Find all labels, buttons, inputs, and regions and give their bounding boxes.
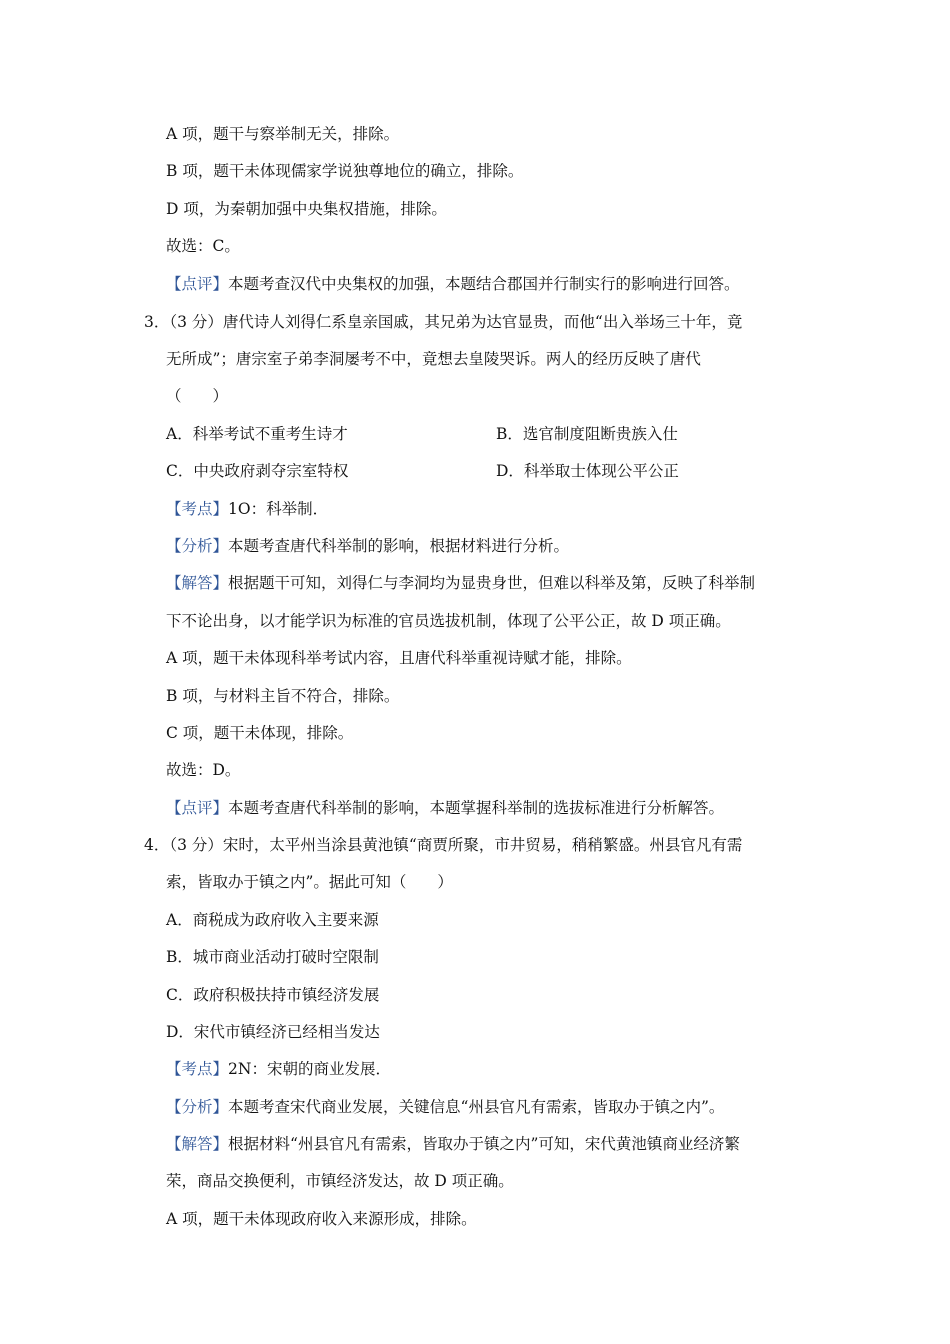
- q3-point-text: 1O：科举制．: [228, 500, 329, 518]
- tag-dianping: 【点评】: [166, 799, 229, 817]
- tag-kaodian: 【考点】: [166, 1060, 229, 1078]
- q3-stem-line3: （ ）: [166, 387, 229, 405]
- tag-fenxi: 【分析】: [166, 537, 229, 555]
- q3-solution-line1: [166, 573, 755, 593]
- q2-option-d-explanation: D 项，为秦朝加强中央集权措施，排除。: [166, 200, 447, 218]
- q3-comment: [166, 798, 724, 818]
- q3-option-c-explanation: C 项，题干未体现，排除。: [166, 724, 354, 742]
- q2-comment: [166, 274, 740, 294]
- q3-number: 3．: [144, 313, 170, 331]
- q4-point-text: 2N：宋朝的商业发展．: [228, 1060, 391, 1078]
- tag-fenxi: 【分析】: [166, 1098, 229, 1116]
- q2-comment-text: 本题考查汉代中央集权的加强，本题结合郡国并行制实行的影响进行回答。: [228, 275, 740, 293]
- q3-option-b-explanation: B 项，与材料主旨不符合，排除。: [166, 687, 400, 705]
- q3-analysis: [166, 536, 569, 556]
- q3-option-b: B．选官制度阻断贵族入仕: [496, 425, 678, 443]
- q3-option-c: C．中央政府剥夺宗室特权: [166, 462, 349, 480]
- q3-option-d: D．科举取士体现公平公正: [496, 462, 679, 480]
- q3-stem-line2: 无所成”；唐宗室子弟李洞屡考不中，竟想去皇陵哭诉。两人的经历反映了唐代: [166, 350, 701, 368]
- q3-stem-text1: （3 分）唐代诗人刘得仁系皇亲国戚，其兄弟为达官显贵，而他“出入举场三十年，竟: [169, 313, 743, 331]
- q4-stem-line2: 索，皆取办于镇之内”。据此可知（ ）: [166, 873, 453, 891]
- q4-stem-line1: [144, 835, 742, 855]
- q4-option-d: D．宋代市镇经济已经相当发达: [166, 1023, 380, 1041]
- tag-jieda: 【解答】: [166, 574, 229, 592]
- q4-solution-line1: [166, 1134, 740, 1154]
- q4-stem-text1: （3 分）宋时，太平州当涂县黄池镇“商贾所聚，市井贸易，稍稍繁盛。州县官凡有需: [169, 836, 743, 854]
- q4-option-c: C．政府积极扶持市镇经济发展: [166, 986, 380, 1004]
- q4-option-a: A．商税成为政府收入主要来源: [166, 911, 379, 929]
- tag-kaodian: 【考点】: [166, 500, 229, 518]
- q4-option-a-explanation: A 项，题干未体现政府收入来源形成，排除。: [166, 1210, 477, 1228]
- q3-option-a-explanation: A 项，题干未体现科举考试内容，且唐代科举重视诗赋才能，排除。: [166, 649, 632, 667]
- q3-option-a: A．科举考试不重考生诗才: [166, 425, 348, 443]
- tag-dianping: 【点评】: [166, 275, 229, 293]
- q4-analysis: [166, 1097, 724, 1117]
- q4-number: 4．: [144, 836, 170, 854]
- tag-jieda: 【解答】: [166, 1135, 229, 1153]
- q4-solution-line2: 荣，商品交换便利，市镇经济发达，故 D 项正确。: [166, 1172, 514, 1190]
- q3-analysis-text: 本题考查唐代科举制的影响，根据材料进行分析。: [228, 537, 570, 555]
- q3-solution-line2: 下不论出身，以才能学识为标准的官员选拔机制，体现了公平公正，故 D 项正确。: [166, 612, 731, 630]
- q2-option-b-explanation: B 项，题干未体现儒家学说独尊地位的确立，排除。: [166, 162, 524, 180]
- q3-stem-line1: [144, 312, 742, 332]
- q4-analysis-text: 本题考查宋代商业发展，关键信息“州县官凡有需索，皆取办于镇之内”。: [228, 1098, 725, 1116]
- q4-solution-text1: 根据材料“州县官凡有需索，皆取办于镇之内”可知，宋代黄池镇商业经济繁: [228, 1135, 740, 1153]
- q4-option-b: B．城市商业活动打破时空限制: [166, 948, 379, 966]
- q3-point: [166, 499, 328, 519]
- q4-point: [166, 1059, 391, 1079]
- q3-answer: 故选：D。: [166, 761, 241, 779]
- q2-option-a-explanation: A 项，题干与察举制无关，排除。: [166, 125, 400, 143]
- q3-solution-text1: 根据题干可知，刘得仁与李洞均为显贵身世，但难以科举及第，反映了科举制: [228, 574, 756, 592]
- q3-comment-text: 本题考查唐代科举制的影响，本题掌握科举制的选拔标准进行分析解答。: [228, 799, 725, 817]
- q2-answer: 故选：C。: [166, 237, 240, 255]
